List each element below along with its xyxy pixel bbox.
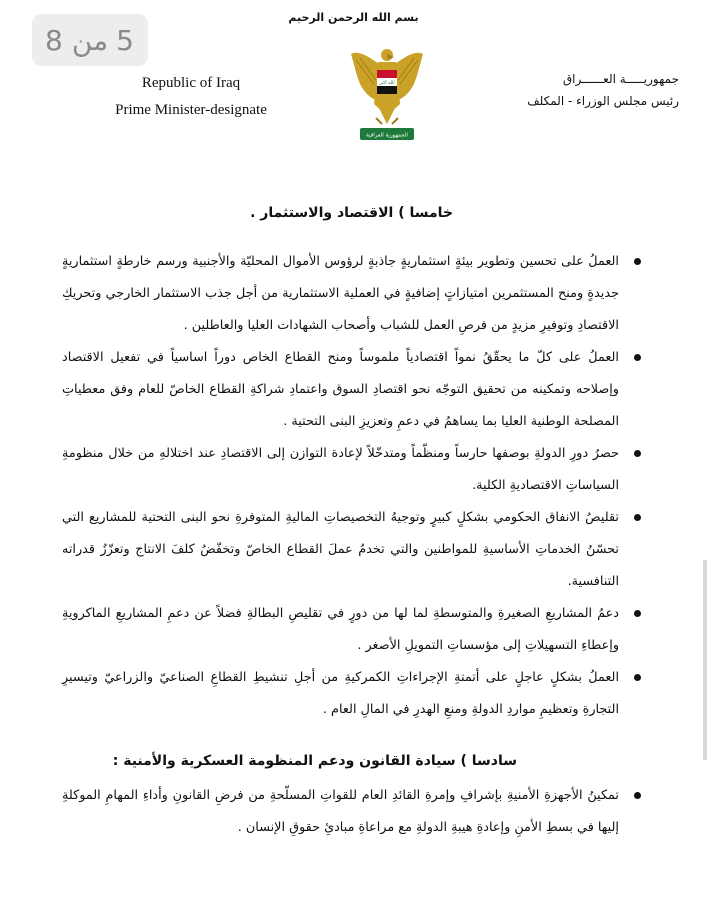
section-6-title: سادسا ) سيادة القانون ودعم المنظومة العسكرية والأمنية : — [112, 753, 517, 769]
list-item: العملُ على كلّ ما يحقّقُ نمواً اقتصادياً ملموساً ومنح القطاع الخاص دوراً اساسياً في تفعيل الاقتصاد وإصلاحه وتمكينه من تحقيق التوجّه نحو اقتصادِ السوق واعتمادِ شراكةِ القطاع الخاصّ للعام وفق معطياتِ المصلحة الوطنية العليا بما يساهمُ في دعمِ وتعزيزِ البنى التحتية . — [62, 342, 619, 438]
section-6-list — [62, 780, 619, 844]
list-item: دعمُ المشاريعِ الصغيرةِ والمتوسطةِ لما لها من دورٍ في تقليصِ البطالةِ فضلاً عن دعمِ المشاريعِ الماكرويةِ وإعطاءِ التسهيلاتِ إلى مؤسساتِ التمويلِ الأصغر . — [62, 598, 619, 662]
iraq-eagle-emblem-icon — [348, 44, 426, 148]
emblem-right-wing — [395, 53, 423, 100]
list-item: العملُ على تحسين وتطوير بيئةٍ استثماريةٍ جاذبةٍ لرؤوس الأموال المحليّة والأجنبية ورسم خارطةٍ استثماريةٍ جديدةٍ ومنح المستثمرين امتيازاتٍ إضافيةٍ في العملية الاستثمارية من أجل جذب الاستثمار الخارجي وتحريكِ الاقتصادِ وتوفيرِ مزيدٍ من فرصِ العمل للشباب وأصحاب الشهادات العليا والعاطلين . — [62, 246, 619, 342]
bullet-dot-icon — [634, 450, 641, 457]
bullet-dot-icon — [634, 792, 641, 799]
page-total: 8 — [45, 23, 64, 57]
header-arabic — [499, 68, 679, 112]
basmala: بسم الله الرحمن الرحيم — [288, 11, 419, 24]
list-item: العملُ بشكلٍ عاجلٍ على أتمتةِ الإجراءاتِ الكمركيةِ من أجلِ تنشيطِ القطاعِ الصناعيّ والزراعيّ وتيسيرِ التجارةِ وتعظيمِ مواردِ الدولةِ ومنعِ الهدرِ في المالِ العام . — [62, 662, 619, 726]
header-english — [96, 70, 286, 124]
page-separator: من — [71, 23, 109, 57]
emblem-left-wing — [351, 53, 379, 100]
page-current: 5 — [116, 23, 135, 57]
page-edge-shadow — [703, 560, 707, 760]
emblem-flag-red — [377, 70, 397, 78]
header-ar-line2: رئيس مجلس الوزراء - المكلف — [527, 94, 679, 108]
emblem-text-top: الله أكبر — [379, 81, 395, 86]
header-ar-line1: جمهوريـــــة العــــــراق — [562, 72, 679, 86]
emblem-flag-black — [377, 86, 397, 94]
bullet-dot-icon — [634, 354, 641, 361]
section-5-list — [62, 246, 619, 726]
emblem-text-bottom: الجمهورية العراقية — [366, 132, 408, 139]
section-5-title: خامسا ) الاقتصاد والاستثمار . — [250, 205, 453, 221]
emblem-head — [381, 49, 393, 61]
header-en-line1: Republic of Iraq — [141, 75, 241, 91]
header-en-line2: Prime Minister-designate — [115, 102, 267, 118]
list-item: تمكينُ الأجهزةِ الأمنيةِ بإشرافِ وإمرةِ القائدِ العام للقواتِ المسلّحةِ من فرضِ القانونِ وأداءِ المهامِ الموكلةِ إليها في بسطِ الأمنِ وإعادةِ هيبةِ الدولةِ مع مراعاةِ مبادئِ حقوقِ الإنسان . — [62, 780, 619, 844]
bullet-dot-icon — [634, 674, 641, 681]
list-item: حصرُ دورِ الدولةِ بوصفها حارساً ومنظّماً ومتدخّلاً لإعادة التوازن إلى الاقتصادِ عند اختلالهِ من خلال منظومةِ السياساتِ الاقتصاديةِ الكلية. — [62, 438, 619, 502]
bullet-dot-icon — [634, 514, 641, 521]
list-item: تقليصُ الانفاق الحكومي بشكلٍ كبيرٍ وتوجيهُ التخصيصاتِ الماليةِ المتوفرةِ نحو البنى التحتية للمشاريع التي تحسّنُ الخدماتِ الأساسيةِ للمواطنين والتي تخدمُ عملَ القطاع الخاصّ وتخفّضُ كلفَ الانتاج وتعزّزُ قدراته التنافسية. — [62, 502, 619, 598]
bullet-dot-icon — [634, 610, 641, 617]
bullet-dot-icon — [634, 258, 641, 265]
